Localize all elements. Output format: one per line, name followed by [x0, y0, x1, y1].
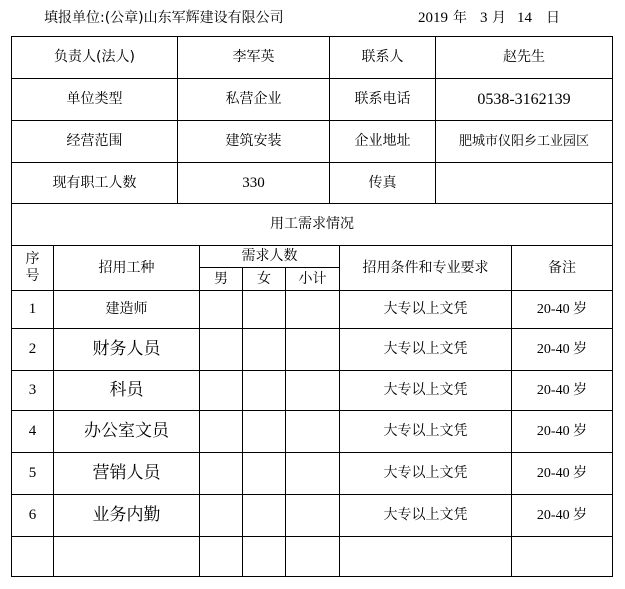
unit-type-label: 单位类型: [66, 91, 123, 107]
row-seq: 6: [28, 507, 37, 523]
row-female: [243, 291, 285, 328]
row-subtotal: [286, 411, 339, 452]
row-male: [200, 411, 242, 452]
row-job: 科员: [109, 380, 144, 400]
row-female: [243, 495, 285, 536]
col-female-header: 女: [257, 270, 271, 287]
row-subtotal: [286, 291, 339, 328]
col-requirement-header: 招用条件和专业要求: [362, 259, 489, 276]
row-male: [200, 371, 242, 410]
row-seq: 2: [28, 341, 37, 357]
row-requirement: 大专以上文凭: [383, 465, 468, 481]
row-male: [200, 329, 242, 370]
col-subtotal-header: 小计: [298, 270, 327, 287]
row-male: [200, 291, 242, 328]
row-job: 办公室文员: [84, 421, 169, 441]
row-seq: 1: [28, 301, 37, 317]
grid-line: [11, 576, 613, 577]
fax-value: [436, 163, 612, 203]
col-remark-header: 备注: [548, 259, 576, 276]
business-scope-value: 建筑安装: [225, 133, 282, 149]
col-seq-header: 序号: [25, 251, 40, 284]
row-subtotal: [286, 495, 339, 536]
address-value: 肥城市仪阳乡工业园区: [458, 134, 589, 149]
row-seq: 5: [28, 465, 37, 481]
row-job: 财务人员: [92, 339, 161, 359]
row-male: [200, 495, 242, 536]
date-day: 14: [517, 10, 532, 26]
date-day-char: 日: [546, 10, 560, 26]
date-year: 2019: [418, 10, 448, 26]
contact-value: 赵先生: [503, 49, 545, 65]
row-subtotal: [286, 537, 339, 576]
row-seq: [12, 537, 53, 576]
row-female: [243, 371, 285, 410]
row-requirement: 大专以上文凭: [383, 382, 468, 398]
row-female: [243, 537, 285, 576]
grid-line: [612, 36, 613, 577]
date-month-char: 月: [492, 10, 506, 26]
row-requirement: 大专以上文凭: [383, 301, 468, 317]
row-job: 营销人员: [92, 463, 161, 483]
phone-label: 联系电话: [354, 91, 411, 107]
row-male: [200, 537, 242, 576]
demand-section-title: 用工需求情况: [270, 216, 354, 232]
row-subtotal: [286, 453, 339, 494]
row-remark: [512, 537, 612, 576]
col-male-header: 男: [214, 270, 228, 287]
col-count-header: 需求人数: [241, 248, 298, 264]
row-requirement: 大专以上文凭: [383, 423, 468, 439]
staff-count-value: 330: [242, 174, 265, 191]
row-remark: 20-40 岁: [536, 302, 588, 317]
row-job: 建造师: [105, 301, 148, 317]
row-female: [243, 453, 285, 494]
row-requirement: 大专以上文凭: [383, 341, 468, 357]
col-job-header: 招用工种: [98, 259, 155, 276]
address-label: 企业地址: [354, 133, 411, 149]
date-month: 3: [480, 10, 488, 26]
person-label: 负责人(法人): [54, 49, 135, 65]
row-subtotal: [286, 329, 339, 370]
business-scope-label: 经营范围: [66, 133, 123, 149]
row-job: 业务内勤: [92, 505, 161, 525]
row-female: [243, 329, 285, 370]
date-year-char: 年: [453, 10, 467, 26]
row-remark: 20-40 岁: [536, 342, 588, 357]
row-requirement: 大专以上文凭: [383, 507, 468, 523]
row-male: [200, 453, 242, 494]
row-seq: 4: [28, 423, 37, 439]
contact-label: 联系人: [361, 49, 404, 65]
row-remark: 20-40 岁: [536, 508, 588, 523]
row-remark: 20-40 岁: [536, 466, 588, 481]
staff-count-label: 现有职工人数: [52, 174, 137, 191]
person-value: 李军英: [232, 49, 275, 65]
unit-type-value: 私营企业: [225, 91, 282, 107]
row-requirement: [340, 537, 511, 576]
row-female: [243, 411, 285, 452]
row-seq: 3: [28, 382, 37, 398]
row-subtotal: [286, 371, 339, 410]
row-remark: 20-40 岁: [536, 424, 588, 439]
fax-label: 传真: [368, 174, 397, 191]
row-job: [54, 537, 199, 576]
reporting-unit-label: 填报单位:(公章)山东军辉建设有限公司: [44, 10, 284, 26]
row-remark: 20-40 岁: [536, 383, 588, 398]
phone-value: 0538-3162139: [477, 91, 571, 108]
